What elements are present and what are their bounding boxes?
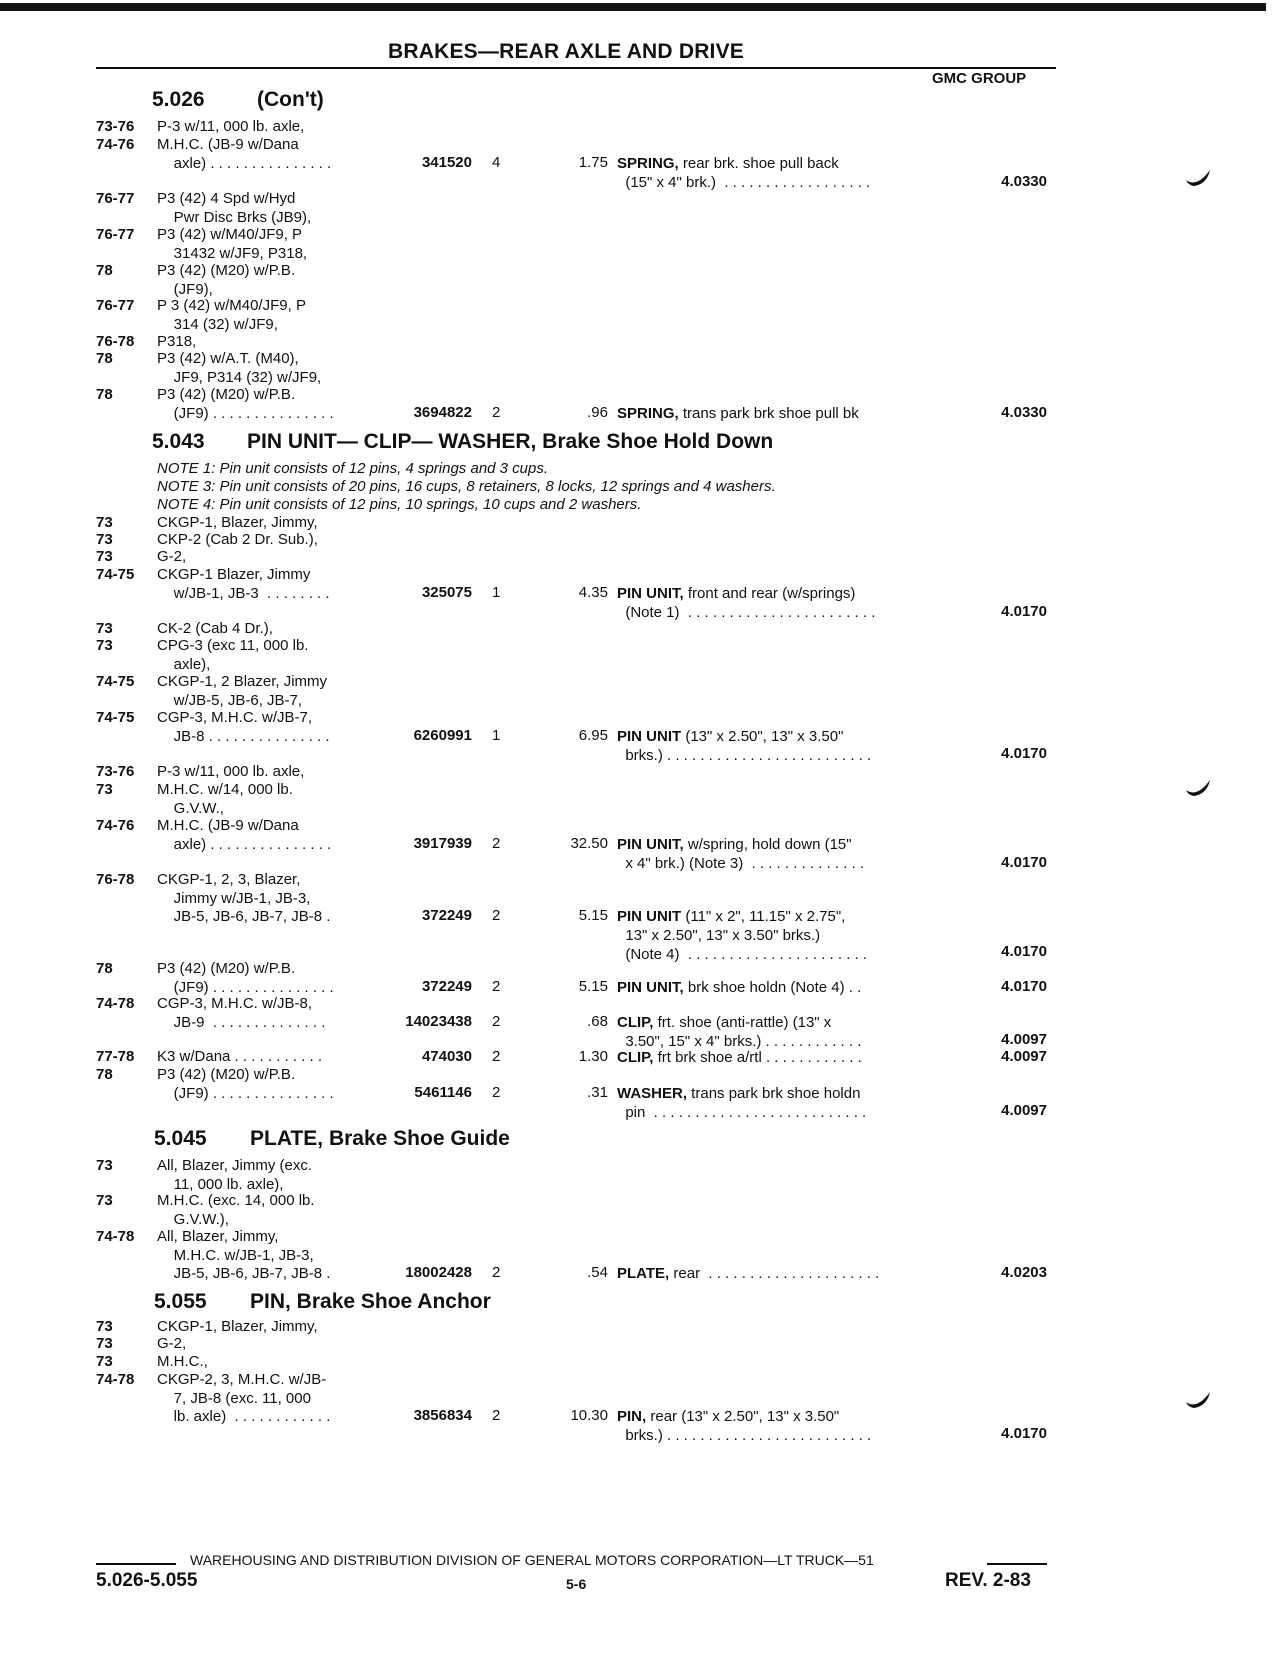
quantity: 2	[492, 1407, 501, 1424]
row-years: 73	[96, 1335, 113, 1352]
group-number: 4.0203	[1001, 1264, 1047, 1281]
row-description: M.H.C.,	[157, 1353, 208, 1370]
binder-hole-mark	[1185, 1390, 1211, 1410]
row-years: 76-78	[96, 333, 135, 350]
top-border	[0, 3, 1266, 11]
part-name: SPRING,	[617, 405, 679, 422]
part-detail: frt. shoe (anti-rattle) (13" x 3.50", 15" x 4" brks.) . . . . . . . . . . . .	[625, 1014, 862, 1050]
row-description: P318,	[157, 333, 197, 350]
part-description	[617, 404, 937, 423]
row-description: M.H.C. (JB-9 w/Dana axle) . . . . . . . . . . . . . . .	[157, 136, 332, 172]
binder-hole-mark	[1185, 778, 1211, 798]
row-description: CGP-3, M.H.C. w/JB-8, JB-9 . . . . . . . . . . . . . .	[157, 995, 326, 1031]
part-description	[617, 584, 937, 622]
row-description: All, Blazer, Jimmy, M.H.C. w/JB-1, JB-3, JB-5, JB-6, JB-7, JB-8 .	[157, 1228, 331, 1282]
row-years: 74-78	[96, 1371, 135, 1388]
title-rule	[96, 67, 1056, 69]
row-years: 74-78	[96, 995, 135, 1012]
price: 1.30	[578, 1048, 608, 1065]
row-years: 73	[96, 1353, 113, 1370]
row-description: P 3 (42) w/M40/JF9, P 314 (32) w/JF9,	[157, 297, 306, 333]
row-description: M.H.C. w/14, 000 lb. G.V.W.,	[157, 781, 293, 817]
price: 1.75	[578, 154, 608, 171]
price: 32.50	[570, 835, 608, 852]
row-years: 73	[96, 637, 113, 654]
part-description	[617, 978, 937, 997]
section-number: 5.043	[152, 430, 205, 453]
row-description: CKGP-1, Blazer, Jimmy,	[157, 1318, 318, 1335]
part-number: 3856834	[413, 1407, 472, 1424]
row-years: 78	[96, 1066, 113, 1083]
row-description: CKGP-1, 2 Blazer, Jimmy w/JB-5, JB-6, JB-7,	[157, 673, 328, 709]
quantity: 2	[492, 978, 501, 995]
part-description	[617, 1048, 937, 1067]
price: 5.15	[578, 907, 608, 924]
price: 10.30	[570, 1407, 608, 1424]
row-description: CKGP-1 Blazer, Jimmy w/JB-1, JB-3 . . . . . . . .	[157, 566, 330, 602]
group-number: 4.0170	[1001, 854, 1047, 871]
row-years: 78	[96, 386, 113, 403]
part-description	[617, 835, 937, 873]
part-detail: trans park brk shoe holdn pin . . . . . . . . . . . . . . . . . . . . . . . . . .	[625, 1085, 867, 1121]
part-number: 372249	[421, 907, 472, 924]
row-years: 74-76	[96, 136, 135, 153]
part-description	[617, 1407, 937, 1445]
part-number: 5461146	[414, 1084, 472, 1101]
price: .31	[587, 1084, 608, 1101]
part-description	[617, 1013, 937, 1051]
row-years: 78	[96, 262, 113, 279]
part-number: 3694822	[413, 404, 472, 421]
section-title: PIN UNIT— CLIP— WASHER, Brake Shoe Hold Down	[247, 430, 774, 453]
part-description	[617, 1084, 937, 1122]
note: NOTE 3: Pin unit consists of 20 pins, 16 cups, 8 retainers, 8 locks, 12 springs and 4 washers.	[157, 478, 776, 495]
group-number: 4.0097	[1001, 1102, 1047, 1119]
row-description: CGP-3, M.H.C. w/JB-7, JB-8 . . . . . . . . . . . . . . .	[157, 709, 330, 745]
row-years: 76-77	[96, 190, 135, 207]
note: NOTE 4: Pin unit consists of 12 pins, 10 springs, 10 cups and 2 washers.	[157, 496, 642, 513]
footer-text: WAREHOUSING AND DISTRIBUTION DIVISION OF GENERAL MOTORS CORPORATION—LT TRUCK—51	[190, 1552, 874, 1568]
part-detail: rear . . . . . . . . . . . . . . . . . . . . .	[669, 1265, 880, 1282]
quantity: 4	[492, 154, 501, 171]
group-number: 4.0330	[1001, 173, 1047, 190]
part-detail: rear (13" x 2.50", 13" x 3.50" brks.) . . . . . . . . . . . . . . . . . . . . . . . . .	[625, 1408, 872, 1444]
group-number: 4.0170	[1001, 978, 1047, 995]
row-years: 73	[96, 1157, 113, 1174]
quantity: 1	[492, 727, 501, 744]
part-detail: (13" x 2.50", 13" x 3.50" brks.) . . . . . . . . . . . . . . . . . . . . . . . . .	[625, 728, 872, 764]
binder-hole-mark	[1185, 168, 1211, 188]
part-number: 14023438	[405, 1013, 472, 1030]
row-years: 78	[96, 960, 113, 977]
row-years: 73	[96, 620, 113, 637]
quantity: 2	[492, 404, 501, 421]
row-description: P3 (42) (M20) w/P.B. (JF9) . . . . . . . . . . . . . . .	[157, 960, 334, 996]
row-years: 74-78	[96, 1228, 135, 1245]
row-description: P3 (42) w/M40/JF9, P 31432 w/JF9, P318,	[157, 226, 308, 262]
part-number: 3917939	[413, 835, 472, 852]
price: 6.95	[578, 727, 608, 744]
quantity: 1	[492, 584, 501, 601]
group-number: 4.0170	[1001, 603, 1047, 620]
group-number: 4.0097	[1001, 1048, 1047, 1065]
group-number: 4.0330	[1001, 404, 1047, 421]
quantity: 2	[492, 907, 501, 924]
footer-rule-left	[96, 1563, 176, 1565]
row-description: K3 w/Dana . . . . . . . . . . .	[157, 1048, 323, 1065]
row-description: CPG-3 (exc 11, 000 lb. axle),	[157, 637, 309, 673]
row-years: 78	[96, 350, 113, 367]
row-description: P3 (42) w/A.T. (M40), JF9, P314 (32) w/JF9,	[157, 350, 322, 386]
part-name: PIN UNIT	[617, 908, 682, 925]
footer-rule-right	[987, 1563, 1047, 1565]
page-title: BRAKES—REAR AXLE AND DRIVE	[388, 40, 745, 63]
row-years: 73	[96, 1318, 113, 1335]
section-title: PLATE, Brake Shoe Guide	[250, 1127, 510, 1150]
footer-section-range: 5.026-5.055	[96, 1570, 198, 1591]
part-detail: frt brk shoe a/rtl . . . . . . . . . . . .	[653, 1049, 862, 1066]
row-description: G-2,	[157, 548, 187, 565]
part-name: PIN UNIT,	[617, 836, 684, 853]
group-number: 4.0170	[1001, 943, 1047, 960]
part-description	[617, 907, 937, 964]
part-detail: brk shoe holdn (Note 4) . .	[683, 979, 862, 996]
row-years: 74-76	[96, 817, 135, 834]
row-description: CKGP-1, 2, 3, Blazer, Jimmy w/JB-1, JB-3, JB-5, JB-6, JB-7, JB-8 .	[157, 871, 331, 925]
row-description: P-3 w/11, 000 lb. axle,	[157, 763, 305, 780]
part-name: PLATE,	[617, 1265, 670, 1282]
row-description: P3 (42) (M20) w/P.B. (JF9) . . . . . . . . . . . . . . .	[157, 1066, 334, 1102]
row-description: CKP-2 (Cab 2 Dr. Sub.),	[157, 531, 318, 548]
part-name: SPRING,	[617, 155, 679, 172]
quantity: 2	[492, 1013, 501, 1030]
part-number: 325075	[421, 584, 472, 601]
row-description: CK-2 (Cab 4 Dr.),	[157, 620, 273, 637]
footer-revision: REV. 2-83	[945, 1570, 1031, 1591]
part-name: CLIP,	[617, 1049, 654, 1066]
part-number: 18002428	[405, 1264, 472, 1281]
price: 5.15	[578, 978, 608, 995]
row-description: CKGP-2, 3, M.H.C. w/JB- 7, JB-8 (exc. 11, 000 lb. axle) . . . . . . . . . . . .	[157, 1371, 331, 1425]
quantity: 2	[492, 1048, 501, 1065]
row-years: 76-78	[96, 871, 135, 888]
row-description: All, Blazer, Jimmy (exc. 11, 000 lb. axle),	[157, 1157, 313, 1193]
row-years: 76-77	[96, 297, 135, 314]
quantity: 2	[492, 1264, 501, 1281]
row-years: 73	[96, 1192, 113, 1209]
row-years: 73	[96, 514, 113, 531]
row-description: P3 (42) 4 Spd w/Hyd Pwr Disc Brks (JB9),	[157, 190, 312, 226]
group-number: 4.0170	[1001, 1425, 1047, 1442]
row-description: P3 (42) (M20) w/P.B. (JF9) . . . . . . . . . . . . . . .	[157, 386, 334, 422]
row-description: P3 (42) (M20) w/P.B. (JF9),	[157, 262, 296, 298]
quantity: 2	[492, 835, 501, 852]
part-detail: rear brk. shoe pull back (15" x 4" brk.) . . . . . . . . . . . . . . . . . .	[625, 155, 871, 191]
group-number: 4.0097	[1001, 1031, 1047, 1048]
part-name: CLIP,	[617, 1014, 654, 1031]
part-name: PIN UNIT,	[617, 585, 684, 602]
part-number: 474030	[421, 1048, 472, 1065]
price: 4.35	[578, 584, 608, 601]
row-description: G-2,	[157, 1335, 187, 1352]
row-description: M.H.C. (JB-9 w/Dana axle) . . . . . . . . . . . . . . .	[157, 817, 332, 853]
part-number: 372249	[421, 978, 472, 995]
quantity: 2	[492, 1084, 501, 1101]
part-detail: w/spring, hold down (15" x 4" brk.) (Note 3) . . . . . . . . . . . . . .	[625, 836, 865, 872]
part-name: PIN,	[617, 1408, 647, 1425]
section-number: 5.026	[152, 88, 205, 111]
row-years: 77-78	[96, 1048, 135, 1065]
row-description: CKGP-1, Blazer, Jimmy,	[157, 514, 318, 531]
footer-page-number: 5-6	[566, 1576, 587, 1592]
row-years: 76-77	[96, 226, 135, 243]
row-years: 73	[96, 531, 113, 548]
part-detail: front and rear (w/springs) (Note 1) . . . . . . . . . . . . . . . . . . . . . . .	[625, 585, 876, 621]
part-name: PIN UNIT,	[617, 979, 684, 996]
price: .68	[587, 1013, 608, 1030]
part-description	[617, 727, 937, 765]
section-title: (Con't)	[257, 88, 324, 111]
part-description	[617, 1264, 937, 1283]
price: .96	[587, 404, 608, 421]
row-description: P-3 w/11, 000 lb. axle,	[157, 118, 305, 135]
price: .54	[587, 1264, 608, 1281]
part-number: 341520	[421, 154, 472, 171]
row-years: 73-76	[96, 118, 135, 135]
section-title: PIN, Brake Shoe Anchor	[250, 1290, 491, 1313]
part-detail: trans park brk shoe pull bk	[678, 405, 859, 422]
row-years: 74-75	[96, 673, 135, 690]
row-years: 74-75	[96, 566, 135, 583]
part-detail: (11" x 2", 11.15" x 2.75", 13" x 2.50", 13" x 3.50" brks.) (Note 4) . . . . . . . . . . . . . . . . . . . . . .	[625, 908, 868, 963]
row-years: 73	[96, 781, 113, 798]
section-number: 5.045	[154, 1127, 207, 1150]
row-description: M.H.C. (exc. 14, 000 lb. G.V.W.),	[157, 1192, 315, 1228]
section-number: 5.055	[154, 1290, 207, 1313]
group-column-label: GMC GROUP	[932, 70, 1027, 87]
row-years: 73	[96, 548, 113, 565]
part-number: 6260991	[413, 727, 472, 744]
note: NOTE 1: Pin unit consists of 12 pins, 4 springs and 3 cups.	[157, 460, 549, 477]
part-name: PIN UNIT	[617, 728, 682, 745]
row-years: 73-76	[96, 763, 135, 780]
part-name: WASHER,	[617, 1085, 688, 1102]
group-number: 4.0170	[1001, 745, 1047, 762]
part-description	[617, 154, 937, 192]
row-years: 74-75	[96, 709, 135, 726]
